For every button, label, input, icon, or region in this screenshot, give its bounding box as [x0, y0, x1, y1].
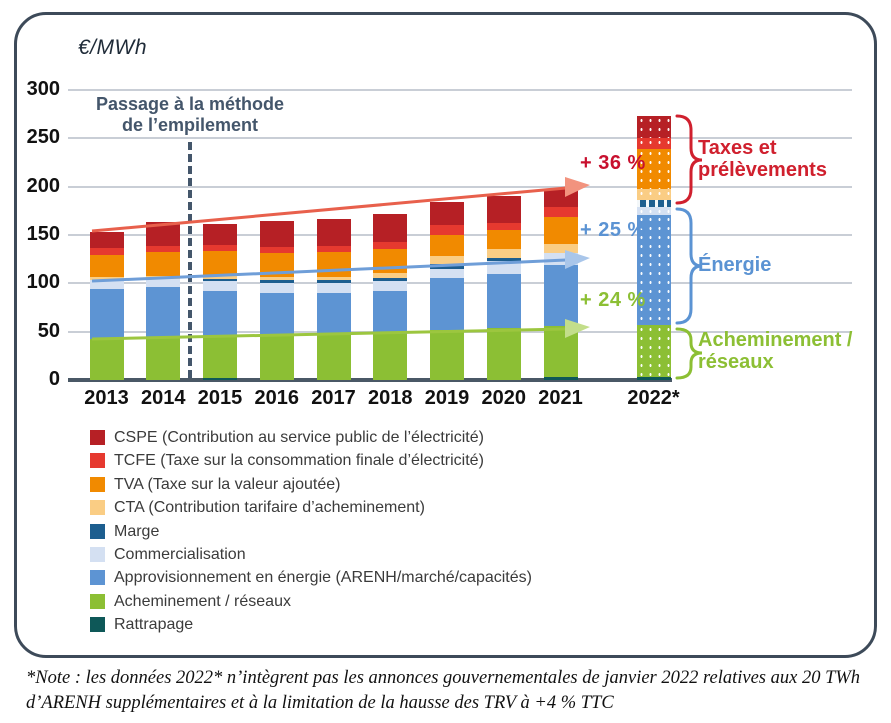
- bar-segment-acheminement-2019: [430, 330, 464, 380]
- bar-segment-approvisionnement-2017: [317, 293, 351, 334]
- bar-segment-cspe-2015: [203, 224, 237, 244]
- y-tick-label-150: 150: [26, 222, 60, 245]
- x-tick-label-2013: 2013: [84, 387, 129, 409]
- bar-segment-tcfe-2017: [317, 246, 351, 253]
- x-tick-label-2020: 2020: [481, 387, 526, 409]
- bar-segment-commercialisation-2019: [430, 269, 464, 278]
- bar-segment-cspe-2016: [260, 221, 294, 246]
- bar-segment-approvisionnement-2018: [373, 291, 407, 334]
- y-tick-label-50: 50: [37, 319, 60, 342]
- legend-label-commercialisation: Commercialisation: [114, 546, 246, 563]
- bar-segment-acheminement-2014: [146, 338, 180, 380]
- legend-item-tcfe: [90, 452, 690, 472]
- bar-segment-cspe-2018: [373, 214, 407, 242]
- bar-segment-acheminement-2022: [637, 325, 671, 377]
- bar-segment-cspe-2022: [637, 116, 671, 138]
- bar-segment-cspe-2013: [90, 232, 124, 247]
- method-change-dashed-line: [188, 142, 192, 378]
- footnote: *Note : les données 2022* n’intègrent pas les annonces gouvernementales de janvier 2022 relatives aux 20 TWh d’ARENH supplémentaires et à la limitation de la hausse des TRV à +4 % TTC: [26, 668, 861, 713]
- bar-segment-cspe-2014: [146, 222, 180, 245]
- bar-segment-cta-2015: [203, 275, 237, 280]
- bar-segment-acheminement-2018: [373, 334, 407, 380]
- bar-segment-tva-2015: [203, 251, 237, 274]
- legend-label-tva: TVA (Taxe sur la valeur ajoutée): [114, 475, 341, 493]
- bar-segment-tcfe-2020: [487, 223, 521, 230]
- bar-segment-cta-2017: [317, 277, 351, 281]
- legend-item-commercialisation: [90, 546, 690, 566]
- bar-segment-acheminement-2021: [544, 326, 578, 377]
- x-tick-label-2021: 2021: [538, 387, 583, 409]
- legend-label-marge: Marge: [114, 522, 160, 540]
- legend-label-cspe: CSPE (Contribution au service public de l’électricité): [114, 429, 484, 446]
- marge-swatch: [90, 524, 105, 539]
- bar-segment-commercialisation-2022: [637, 207, 671, 215]
- cspe-swatch: [90, 430, 105, 445]
- bar-segment-cta-2020: [487, 249, 521, 258]
- x-tick-label-2016: 2016: [254, 387, 299, 409]
- y-axis-unit-label: €/MWh: [78, 36, 148, 59]
- bar-segment-cta-2013: [90, 277, 124, 281]
- bar-segment-cta-2019: [430, 256, 464, 264]
- bar-segment-rattrapage-2015: [203, 378, 237, 380]
- bar-segment-cspe-2021: [544, 189, 578, 207]
- bar-segment-cspe-2020: [487, 196, 521, 223]
- bar-segment-marge-2020: [487, 258, 521, 261]
- bar-segment-tcfe-2019: [430, 225, 464, 235]
- commercialisation-swatch: [90, 547, 105, 562]
- x-tick-label-2018: 2018: [368, 387, 413, 409]
- x-tick-label-2019: 2019: [424, 387, 470, 409]
- bar-segment-tcfe-2022: [637, 138, 671, 149]
- bar-segment-commercialisation-2016: [260, 283, 294, 293]
- legend-item-tva: [90, 476, 690, 496]
- legend-label-approvisionnement: Approvisionnement en énergie (ARENH/marché/capacités): [114, 569, 532, 587]
- cta-swatch: [90, 500, 105, 515]
- bar-segment-tva-2013: [90, 255, 124, 276]
- bar-segment-tcfe-2018: [373, 242, 407, 250]
- legend-item-acheminement: [90, 593, 690, 613]
- bar-segment-approvisionnement-2016: [260, 293, 294, 335]
- bar-segment-approvisionnement-2014: [146, 287, 180, 338]
- x-tick-label-2014: 2014: [141, 387, 186, 409]
- legend-label-cta: CTA (Contribution tarifaire d’acheminement): [114, 499, 425, 517]
- energie-growth-label: + 25 %: [580, 219, 646, 241]
- bar-segment-marge-2017: [317, 280, 351, 283]
- bar-segment-tcfe-2021: [544, 207, 578, 217]
- bar-segment-rattrapage-2021: [544, 377, 578, 380]
- legend-label-tcfe: TCFE (Taxe sur la consommation finale d’électricité): [114, 452, 484, 470]
- y-tick-label-300: 300: [26, 77, 60, 100]
- bar-segment-commercialisation-2018: [373, 281, 407, 291]
- tva-swatch: [90, 477, 105, 492]
- bar-segment-approvisionnement-2013: [90, 289, 124, 339]
- bar-segment-commercialisation-2021: [544, 253, 578, 265]
- bar-segment-tva-2020: [487, 230, 521, 249]
- bar-segment-cta-2016: [260, 277, 294, 281]
- bar-segment-commercialisation-2017: [317, 283, 351, 293]
- taxes-side-label: Taxes et prélèvements: [698, 137, 827, 181]
- bar-segment-tcfe-2013: [90, 248, 124, 256]
- reseaux-growth-label: + 24 %: [580, 289, 646, 311]
- bar-segment-tva-2021: [544, 217, 578, 244]
- bar-segment-approvisionnement-2020: [487, 274, 521, 328]
- bar-segment-marge-2022: [637, 200, 671, 207]
- tcfe-swatch: [90, 453, 105, 468]
- bar-segment-tcfe-2014: [146, 246, 180, 253]
- bar-segment-acheminement-2017: [317, 334, 351, 380]
- acheminement-swatch: [90, 594, 105, 609]
- bar-segment-tcfe-2015: [203, 245, 237, 252]
- annotation-line-1: Passage à la méthode: [95, 94, 285, 114]
- y-tick-label-100: 100: [26, 271, 60, 294]
- bar-segment-cspe-2019: [430, 202, 464, 225]
- bar-segment-cta-2018: [373, 273, 407, 278]
- bar-segment-marge-2015: [203, 279, 237, 281]
- bar-segment-commercialisation-2020: [487, 261, 521, 274]
- legend-item-cspe: [90, 429, 690, 449]
- bar-segment-approvisionnement-2015: [203, 291, 237, 335]
- annotation-line-2: de l’empilement: [121, 114, 259, 135]
- stacking-method-annotation: [90, 94, 290, 135]
- reseaux-side-label: Acheminement / réseaux: [698, 329, 853, 373]
- bar-segment-tva-2016: [260, 253, 294, 276]
- energie-side-label: Énergie: [698, 254, 772, 276]
- bar-segment-acheminement-2015: [203, 336, 237, 379]
- bar-segment-approvisionnement-2019: [430, 278, 464, 330]
- x-tick-label-2022: 2022*: [627, 387, 680, 409]
- bar-segment-acheminement-2020: [487, 328, 521, 380]
- taxes-growth-label: + 36 %: [580, 152, 646, 174]
- bar-segment-acheminement-2013: [90, 339, 124, 380]
- bar-segment-cta-2021: [544, 244, 578, 254]
- approvisionnement-swatch: [90, 570, 105, 585]
- legend-item-approvisionnement: [90, 569, 690, 589]
- bar-segment-approvisionnement-2021: [544, 265, 578, 326]
- bar-segment-cspe-2017: [317, 219, 351, 246]
- x-tick-label-2015: 2015: [197, 387, 243, 409]
- legend-item-marge: [90, 523, 690, 543]
- legend-label-rattrapage: Rattrapage: [114, 616, 194, 634]
- bar-segment-cta-2022: [637, 189, 671, 201]
- x-tick-label-2017: 2017: [311, 387, 356, 409]
- gridline-300: [68, 89, 852, 91]
- bar-segment-commercialisation-2014: [146, 279, 180, 287]
- y-tick-label-0: 0: [48, 368, 60, 390]
- bar-segment-marge-2019: [430, 264, 464, 269]
- y-tick-label-250: 250: [26, 126, 60, 149]
- bar-segment-tcfe-2016: [260, 247, 294, 254]
- gridline-200: [68, 186, 852, 188]
- legend-label-acheminement: Acheminement / réseaux: [114, 592, 291, 610]
- y-tick-label-200: 200: [26, 174, 60, 197]
- rattrapage-swatch: [90, 617, 105, 632]
- bar-segment-acheminement-2016: [260, 335, 294, 380]
- bar-segment-marge-2018: [373, 278, 407, 282]
- bar-segment-marge-2016: [260, 280, 294, 283]
- bar-segment-tva-2018: [373, 249, 407, 272]
- bar-segment-commercialisation-2013: [90, 280, 124, 289]
- bar-segment-rattrapage-2022: [637, 377, 671, 380]
- bar-segment-tva-2014: [146, 252, 180, 275]
- bar-segment-cta-2014: [146, 276, 180, 280]
- bar-segment-tva-2017: [317, 252, 351, 276]
- bar-segment-commercialisation-2015: [203, 281, 237, 291]
- legend-item-rattrapage: [90, 616, 690, 636]
- legend-item-cta: [90, 499, 690, 519]
- bar-segment-tva-2019: [430, 235, 464, 256]
